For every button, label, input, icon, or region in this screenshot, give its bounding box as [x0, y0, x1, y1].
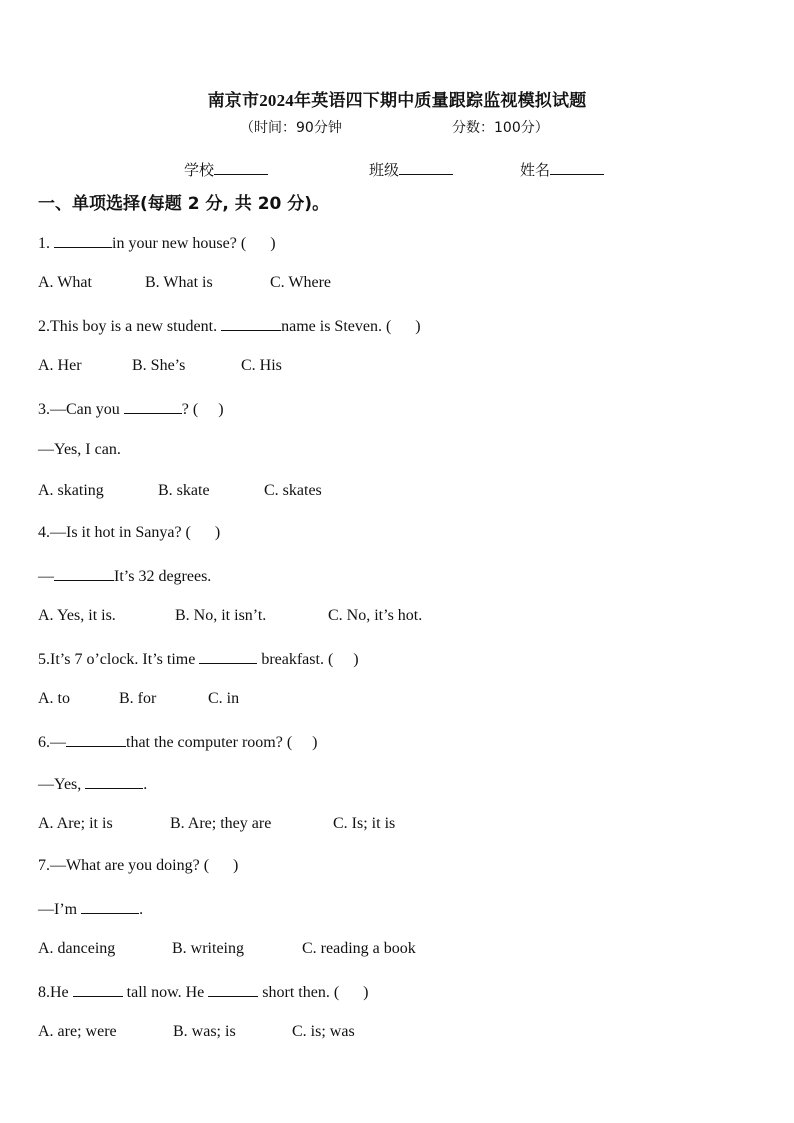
q5-option-c[interactable]: C. in [208, 690, 240, 707]
q8-option-c[interactable]: C. is; was [292, 1023, 355, 1040]
question-5-options [38, 690, 239, 708]
q1-text: in your new house? ( ) [112, 235, 276, 252]
q6-reply-text: . [143, 776, 148, 793]
question-6 [38, 732, 318, 752]
q7-option-c[interactable]: C. reading a book [302, 940, 416, 957]
school-blank[interactable] [214, 160, 268, 175]
q3-option-a[interactable]: A. skating [38, 482, 104, 499]
q7-option-a[interactable]: A. danceing [38, 940, 116, 957]
question-6-options [38, 815, 395, 833]
question-3 [38, 399, 224, 419]
question-1 [38, 233, 276, 253]
q7-prefix: —I’m [38, 901, 82, 918]
q7-text: . [139, 901, 144, 918]
q6-reply-prefix: —Yes, [38, 776, 86, 793]
q7-blank[interactable] [81, 899, 139, 914]
q2-blank[interactable] [221, 316, 281, 331]
question-5 [38, 649, 359, 669]
question-2 [38, 316, 421, 336]
q2-text: name is Steven. ( ) [281, 318, 421, 335]
q3-blank[interactable] [124, 399, 182, 414]
exam-time: （时间：90分钟 [240, 120, 342, 136]
q5-prefix: 5.It’s 7 o’clock. It’s time [38, 651, 200, 668]
q6-option-a[interactable]: A. Are; it is [38, 815, 113, 832]
class-blank[interactable] [399, 160, 453, 175]
q3-option-b[interactable]: B. skate [158, 482, 210, 499]
question-2-options [38, 357, 282, 375]
q2-option-b[interactable]: B. She’s [132, 357, 186, 374]
question-7: 7.—What are you doing? ( ) [38, 857, 239, 874]
question-7-options [38, 940, 416, 958]
question-3-reply: —Yes, I can. [38, 441, 121, 458]
q2-option-a[interactable]: A. Her [38, 357, 82, 374]
q8-option-b[interactable]: B. was; is [173, 1023, 236, 1040]
q6-option-b[interactable]: B. Are; they are [170, 815, 272, 832]
q4-text: It’s 32 degrees. [114, 568, 212, 585]
question-4-options [38, 607, 422, 625]
class-field[interactable] [369, 159, 453, 180]
q5-text: breakfast. ( ) [257, 651, 359, 668]
question-8-options [38, 1023, 355, 1041]
q1-blank[interactable] [54, 233, 112, 248]
q4-prefix: — [38, 568, 54, 585]
q8-blank-2[interactable] [208, 982, 258, 997]
exam-title: 南京市2024年英语四下期中质量跟踪监视模拟试题 [207, 91, 587, 110]
q6-option-c[interactable]: C. Is; it is [333, 815, 396, 832]
question-7-reply [38, 899, 143, 919]
name-field[interactable] [520, 159, 604, 180]
q5-blank[interactable] [199, 649, 257, 664]
question-4: 4.—Is it hot in Sanya? ( ) [38, 524, 221, 541]
section-heading: 一、单项选择(每题 2 分, 共 20 分)。 [38, 194, 330, 214]
q4-blank[interactable] [54, 566, 114, 581]
q4-option-b[interactable]: B. No, it isn’t. [175, 607, 267, 624]
q2-prefix: 2.This boy is a new student. [38, 318, 222, 335]
q6-prefix: 6.— [38, 734, 66, 751]
q6-blank[interactable] [66, 732, 126, 747]
school-label: 学校 [184, 161, 215, 179]
q5-option-a[interactable]: A. to [38, 690, 70, 707]
q1-option-a[interactable]: A. What [38, 274, 92, 291]
q8-text: short then. ( ) [258, 984, 369, 1001]
q8-middle: tall now. He [122, 984, 209, 1001]
question-4-reply [38, 566, 211, 586]
exam-score: 分数：100分） [452, 120, 549, 136]
question-6-reply [38, 774, 147, 794]
question-1-options [38, 274, 331, 292]
q8-blank-1[interactable] [73, 982, 123, 997]
question-8 [38, 982, 368, 1002]
q7-option-b[interactable]: B. writeing [172, 940, 244, 957]
name-label: 姓名 [520, 161, 551, 179]
q6-reply-blank[interactable] [85, 774, 143, 789]
q5-option-b[interactable]: B. for [119, 690, 157, 707]
q1-option-b[interactable]: B. What is [145, 274, 213, 291]
q3-option-c[interactable]: C. skates [264, 482, 322, 499]
q3-text: ? ( ) [181, 401, 224, 418]
q8-option-a[interactable]: A. are; were [38, 1023, 117, 1040]
q8-prefix: 8.He [38, 984, 73, 1001]
q1-option-c[interactable]: C. Where [270, 274, 332, 291]
q1-prefix: 1. [38, 235, 54, 252]
name-blank[interactable] [550, 160, 604, 175]
school-field[interactable] [184, 159, 268, 180]
question-3-options [38, 482, 322, 500]
q2-option-c[interactable]: C. His [241, 357, 282, 374]
class-label: 班级 [369, 161, 400, 179]
q3-prefix: 3.—Can you [38, 401, 124, 418]
q6-text: that the computer room? ( ) [126, 734, 318, 751]
q4-option-c[interactable]: C. No, it’s hot. [328, 607, 423, 624]
q4-option-a[interactable]: A. Yes, it is. [38, 607, 116, 624]
